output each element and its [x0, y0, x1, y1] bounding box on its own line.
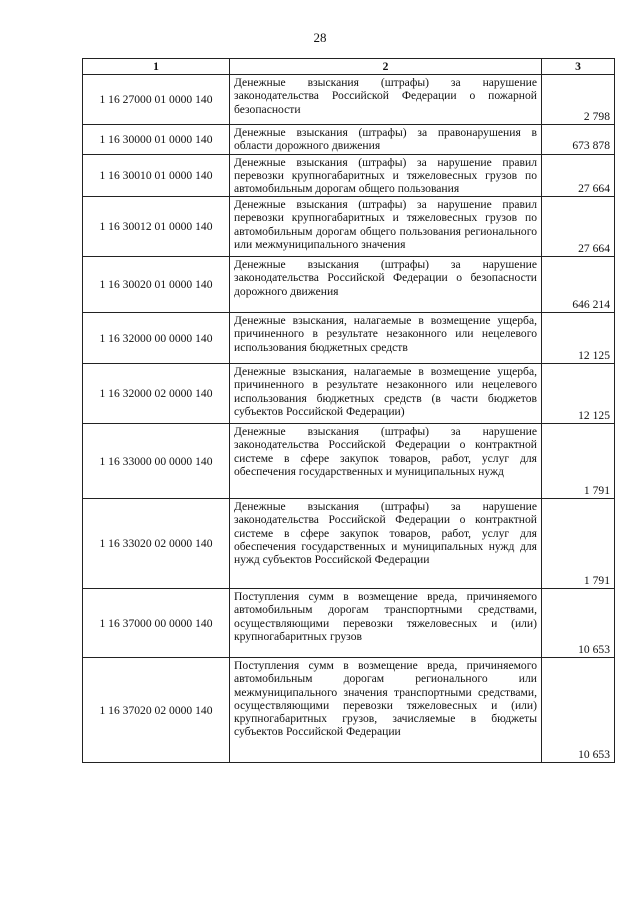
- table-row: [83, 257, 615, 313]
- table-row: [83, 313, 615, 364]
- row-amount: 1 791: [542, 499, 615, 589]
- row-description: Денежные взыскания (штрафы) за нарушение законодательства Российской Федерации о контрактной системе в сфере закупок товаров, работ, услуг для обеспечения государственных и муниципальных нужд для нужд субъектов Российской Федерации: [230, 499, 542, 589]
- row-description: Поступления сумм в возмещение вреда, причиняемого автомобильным дорогам транспортными средствами, осуществляющими перевозки тяжеловесных и (или) крупногабаритных грузов: [230, 589, 542, 658]
- row-description: Денежные взыскания, налагаемые в возмещение ущерба, причиненного в результате незаконного или нецелевого использования бюджетных средств: [230, 313, 542, 364]
- row-amount: 12 125: [542, 364, 615, 424]
- table-row: [83, 75, 615, 125]
- table-row: [83, 658, 615, 763]
- column-header-amount: 3: [542, 59, 615, 75]
- row-code: 1 16 30010 01 0000 140: [83, 154, 230, 197]
- row-code: 1 16 30000 01 0000 140: [83, 125, 230, 154]
- header-row: [83, 59, 615, 75]
- row-amount: 10 653: [542, 589, 615, 658]
- row-code: 1 16 32000 00 0000 140: [83, 313, 230, 364]
- row-code: 1 16 30012 01 0000 140: [83, 197, 230, 257]
- page-number: 28: [313, 30, 327, 45]
- row-description: Поступления сумм в возмещение вреда, причиняемого автомобильным дорогам регионального или межмуниципального значения транспортными средствами, осуществляющими перевозки тяжеловесных и (или) крупногабаритных грузов, зачисляемые в бюджеты субъектов Российской Федерации: [230, 658, 542, 763]
- table-row: [83, 197, 615, 257]
- budget-table: [82, 58, 615, 763]
- row-amount: 10 653: [542, 658, 615, 763]
- row-amount: 673 878: [542, 125, 615, 154]
- column-header-code: 1: [83, 59, 230, 75]
- row-description: Денежные взыскания (штрафы) за нарушение правил перевозки крупногабаритных и тяжеловесных грузов по автомобильным дорогам общего пользования регионального или межмуниципального значения: [230, 197, 542, 257]
- row-amount: 12 125: [542, 313, 615, 364]
- row-code: 1 16 33020 02 0000 140: [83, 499, 230, 589]
- table-row: [83, 125, 615, 154]
- row-amount: 27 664: [542, 154, 615, 197]
- table-row: [83, 154, 615, 197]
- row-amount: 1 791: [542, 424, 615, 499]
- table-body: [83, 75, 615, 763]
- row-description: Денежные взыскания, налагаемые в возмещение ущерба, причиненного в результате незаконного или нецелевого использования бюджетных средств (в части бюджетов субъектов Российской Федерации): [230, 364, 542, 424]
- table-header: [83, 59, 615, 75]
- row-description: Денежные взыскания (штрафы) за нарушение законодательства Российской Федерации о пожарной безопасности: [230, 75, 542, 125]
- row-code: 1 16 27000 01 0000 140: [83, 75, 230, 125]
- row-description: Денежные взыскания (штрафы) за нарушение законодательства Российской Федерации о контрактной системе в сфере закупок товаров, работ, услуг для обеспечения государственных и муниципальных нужд: [230, 424, 542, 499]
- row-amount: 27 664: [542, 197, 615, 257]
- table-row: [83, 499, 615, 589]
- row-amount: 646 214: [542, 257, 615, 313]
- row-code: 1 16 37020 02 0000 140: [83, 658, 230, 763]
- row-code: 1 16 33000 00 0000 140: [83, 424, 230, 499]
- row-code: 1 16 37000 00 0000 140: [83, 589, 230, 658]
- row-description: Денежные взыскания (штрафы) за нарушение законодательства Российской Федерации о безопасности дорожного движения: [230, 257, 542, 313]
- row-description: Денежные взыскания (штрафы) за правонарушения в области дорожного движения: [230, 125, 542, 154]
- row-description: Денежные взыскания (штрафы) за нарушение правил перевозки крупногабаритных и тяжеловесных грузов по автомобильным дорогам общего пользования: [230, 154, 542, 197]
- row-code: 1 16 30020 01 0000 140: [83, 257, 230, 313]
- table-row: [83, 364, 615, 424]
- column-header-description: 2: [230, 59, 542, 75]
- row-code: 1 16 32000 02 0000 140: [83, 364, 230, 424]
- table-row: [83, 589, 615, 658]
- table-row: [83, 424, 615, 499]
- row-amount: 2 798: [542, 75, 615, 125]
